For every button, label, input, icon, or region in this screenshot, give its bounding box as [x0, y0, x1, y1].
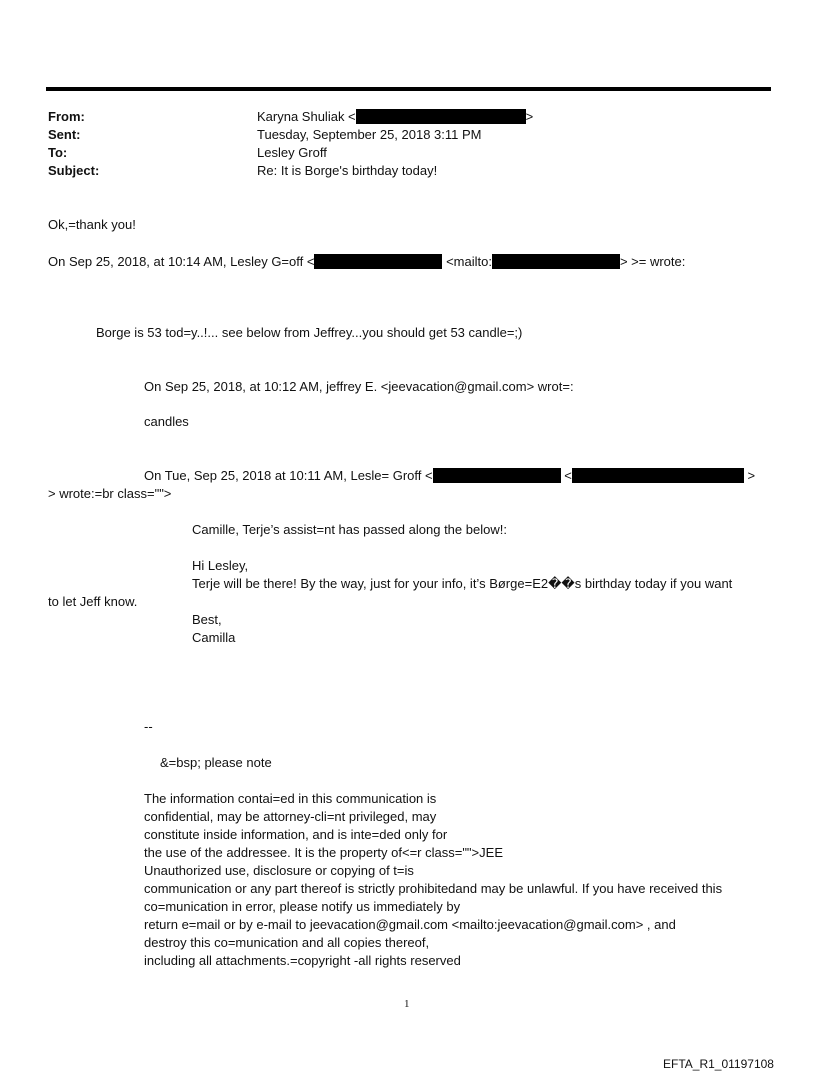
subject-label: Subject:	[48, 163, 100, 178]
greeting: Hi Lesley,	[192, 558, 249, 573]
disclaimer-line: Unauthorized use, disclosure or copying of t=is	[144, 863, 414, 878]
to-value: Lesley Groff	[257, 145, 327, 160]
quote1-part-a: On Sep 25, 2018, at 10:14 AM, Lesley G=off <	[48, 254, 315, 269]
document-id: EFTA_R1_01197108	[663, 1057, 774, 1071]
quote-header-2: On Sep 25, 2018, at 10:12 AM, jeffrey E. <jeevacation@gmail.com> wrot=:	[144, 379, 574, 394]
redaction-box	[433, 468, 561, 483]
quote-header-1	[48, 253, 685, 271]
signoff: Best,	[192, 612, 222, 627]
from-close: >	[525, 109, 534, 124]
to-label: To:	[48, 145, 68, 160]
disclaimer-line: the use of the addressee. It is the property of<=r class="">JEE	[144, 845, 503, 860]
disclaimer-line: constitute inside information, and is inte=ded only for	[144, 827, 448, 842]
quote3-part-b: <	[564, 468, 572, 483]
quote1-part-b: <mailto:	[446, 254, 492, 269]
signature-separator: --	[144, 719, 153, 734]
camille-intro: Camille, Terje’s assist=nt has passed along the below!:	[192, 522, 507, 537]
redaction-box	[356, 109, 526, 124]
from-name: Karyna Shuliak <	[257, 109, 356, 124]
candles-text: candles	[144, 414, 189, 429]
disclaimer-line: including all attachments.=copyright -all rights reserved	[144, 953, 461, 968]
terje-line-wrap: to let Jeff know.	[48, 594, 138, 609]
disclaimer-line: destroy this co=munication and all copies thereof,	[144, 935, 430, 950]
redaction-box	[492, 254, 620, 269]
disclaimer-line: The information contai=ed in this communication is	[144, 791, 437, 806]
subject-value: Re: It is Borge's birthday today!	[257, 163, 438, 178]
lesley-message: Borge is 53 tod=y..!... see below from Jeffrey...you should get 53 candle=;)	[96, 325, 523, 340]
sent-value: Tuesday, September 25, 2018 3:11 PM	[257, 127, 482, 142]
terje-line: Terje will be there! By the way, just for your info, it’s Børge=E2��s birthday today if you want	[192, 576, 733, 591]
redaction-box	[572, 468, 744, 483]
quote3-part-a: On Tue, Sep 25, 2018 at 10:11 AM, Lesle= Groff <	[144, 468, 433, 483]
please-note: &=bsp; please note	[160, 755, 272, 770]
header-rule	[46, 87, 771, 91]
disclaimer-line: co=munication in error, please notify us immediately by	[144, 899, 461, 914]
quote-header-3	[144, 467, 755, 485]
signature-name: Camilla	[192, 630, 236, 645]
disclaimer-line: confidential, may be attorney-cli=nt privileged, may	[144, 809, 437, 824]
quote3-part-c: >	[747, 468, 756, 483]
quote-header-3-wrap: > wrote:=br class="">	[48, 486, 172, 501]
redaction-box	[314, 254, 442, 269]
sent-label: Sent:	[48, 127, 81, 142]
quote1-part-c: > >= wrote:	[619, 254, 686, 269]
reply-text: Ok,=thank you!	[48, 217, 136, 232]
disclaimer-line: communication or any part thereof is strictly prohibitedand may be unlawful. If you have received this	[144, 881, 723, 896]
page-number: 1	[404, 998, 410, 1010]
from-label: From:	[48, 109, 85, 124]
from-value	[257, 108, 533, 126]
disclaimer-line: return e=mail or by e-mail to jeevacation@gmail.com <mailto:jeevacation@gmail.com> , and	[144, 917, 676, 932]
